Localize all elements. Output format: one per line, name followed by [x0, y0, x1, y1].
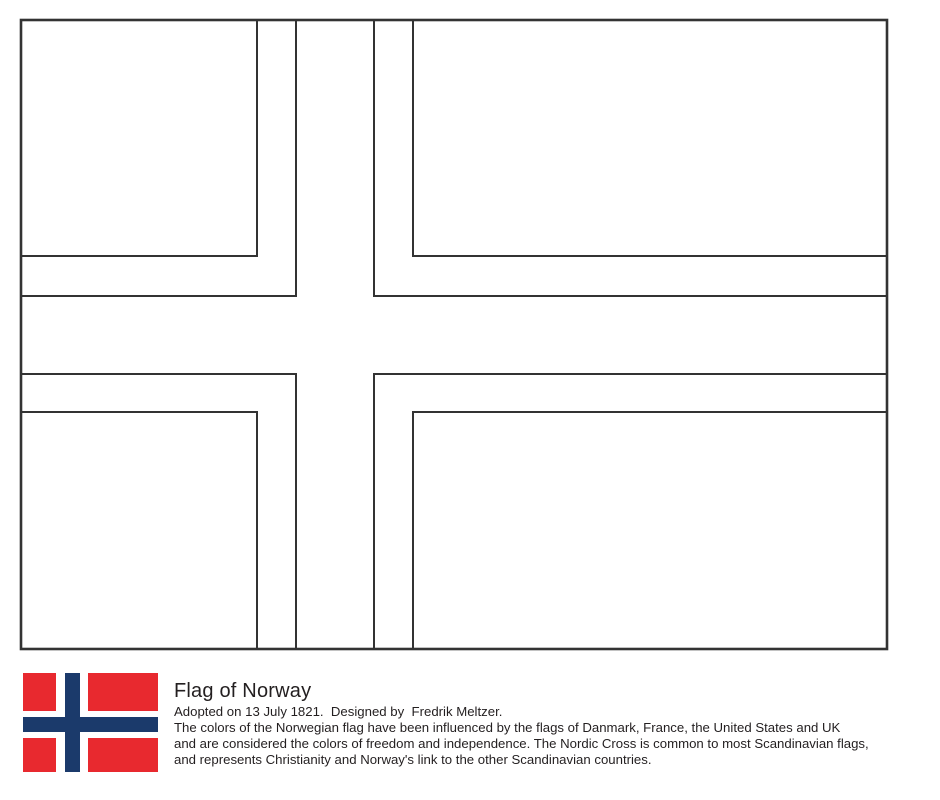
outline-canton-bottom-right [413, 412, 887, 649]
outline-canton-bottom-left [21, 412, 257, 649]
outline-canton-top-left [21, 20, 257, 256]
description-line-2: and are considered the colors of freedom and independence. The Nordic Cross is common to most Scandinavian flags, [174, 736, 869, 751]
page-title: Flag of Norway [174, 680, 312, 702]
norway-flag-thumbnail [23, 673, 158, 772]
outline-nordic-cross [21, 20, 887, 649]
flag-outline-border [21, 20, 887, 649]
blue-cross-horizontal-band [23, 717, 158, 732]
outline-canton-top-right [413, 20, 887, 256]
description-line-3: and represents Christianity and Norway's link to the other Scandinavian countries. [174, 752, 652, 767]
caption-block [174, 680, 938, 768]
description-line-1: The colors of the Norwegian flag have been influenced by the flags of Danmark, France, the United States and UK [174, 720, 841, 735]
adoption-line: Adopted on 13 July 1821. Designed by Fredrik Meltzer. [174, 704, 503, 719]
